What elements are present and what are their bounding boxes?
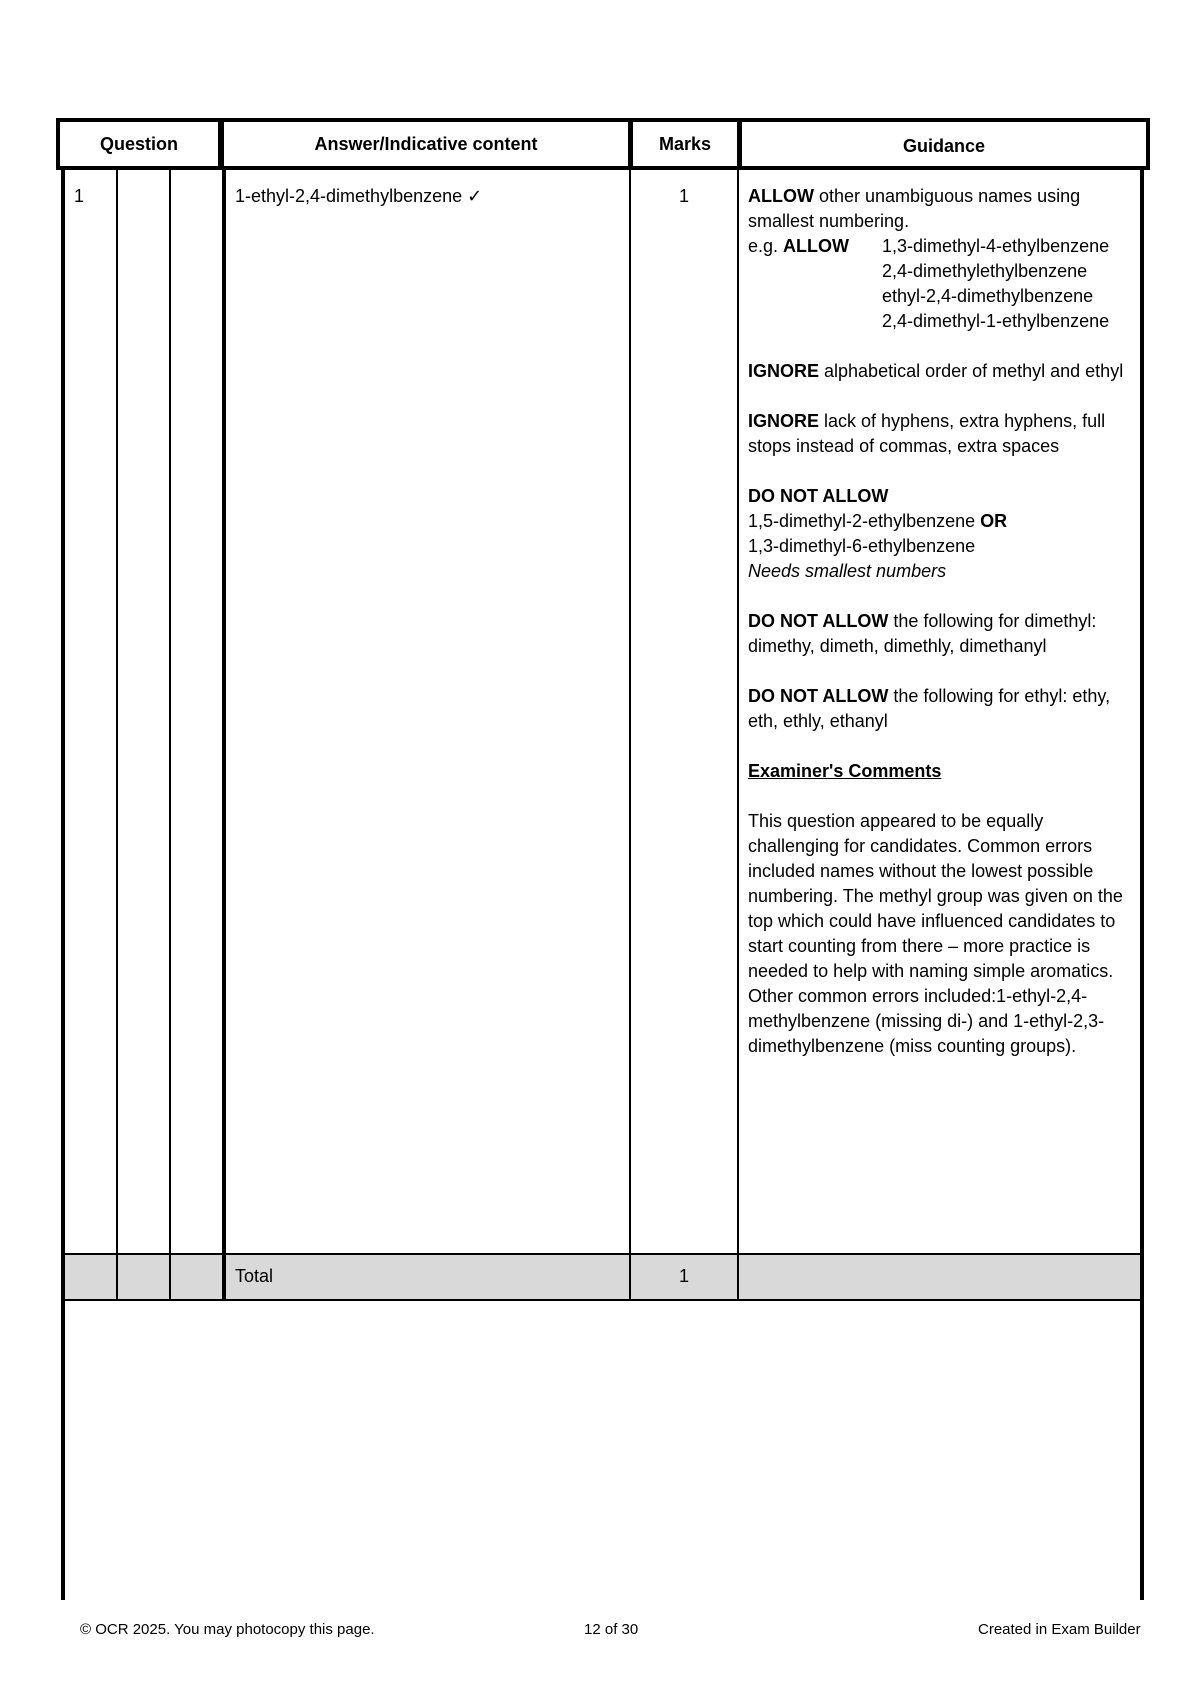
table-right-border [1140, 170, 1144, 1600]
footer-copyright: © OCR 2025. You may photocopy this page. [80, 1621, 375, 1638]
marks-value: 1 [678, 186, 689, 206]
header-marks: Marks [629, 118, 741, 170]
header-question: Question [56, 118, 222, 170]
ignore-alphabetical: IGNORE alphabetical order of methyl and ethyl [748, 361, 1124, 381]
ignore-hyphens: IGNORE lack of hyphens, extra hyphens, full stops instead of commas, extra spaces [748, 411, 1106, 456]
tick-icon: ✓ [467, 186, 483, 206]
question-subcol-divider-2 [169, 170, 171, 1300]
do-not-allow-dimethyl: DO NOT ALLOW the following for dimethyl: dimethy, dimeth, dimethly, dimethanyl [748, 611, 1097, 656]
total-row-top-border [61, 1253, 1144, 1255]
guidance-cell [748, 184, 1133, 1059]
answer-col-left-border [222, 170, 226, 1300]
examiner-comments-text: This question appeared to be equally challenging for candidates. Common errors included names without the lowest possible numbering. The methyl group was given on the top which could have influenced candidates to start counting from there – more practice is needed to help with naming simple aromatics. Other common errors included:1-ethyl-2,4-methylbenzene (missing di-) and 1-ethyl-2,3-dimethylbenzene (miss counting groups). [748, 811, 1123, 1056]
header-answer: Answer/Indicative content [220, 118, 632, 170]
footer-created: Created in Exam Builder [978, 1621, 1141, 1638]
total-label: Total [235, 1266, 274, 1286]
do-not-allow-numbering: DO NOT ALLOW 1,5-dimethyl-2-ethylbenzene OR 1,3-dimethyl-6-ethylbenzene Needs smallest numbers [748, 486, 1008, 581]
allowed-name: ethyl-2,4-dimethylbenzene [882, 286, 1094, 306]
marks-col-left-border [629, 170, 631, 1300]
do-not-allow-ethyl: DO NOT ALLOW the following for ethyl: ethy, eth, ethly, ethanyl [748, 686, 1111, 731]
guidance-col-left-border [737, 170, 739, 1300]
allowed-name: 2,4-dimethyl-1-ethylbenzene [882, 311, 1110, 331]
footer-page-number: 12 of 30 [584, 1621, 639, 1638]
total-marks: 1 [678, 1266, 689, 1286]
allowed-name: 1,3-dimethyl-4-ethylbenzene [882, 236, 1110, 256]
allow-intro: ALLOW other unambiguous names using smallest numbering. e.g. ALLOW 1,3-dimethyl-4-ethylbenzene 2,4-dimethylethylbenzene ethyl-2,4-dimethylbenzene 2,4-dimethyl-1-ethylbenzene [748, 184, 1133, 334]
allowed-names-list [882, 234, 1133, 334]
examiner-comments-heading: Examiner's Comments [748, 761, 942, 781]
question-subcol-divider-1 [116, 170, 118, 1300]
allowed-name: 2,4-dimethylethylbenzene [882, 261, 1088, 281]
header-guidance: Guidance [738, 118, 1150, 170]
answer-text: 1-ethyl-2,4-dimethylbenzene [235, 186, 463, 206]
total-row-bottom-border [61, 1299, 1144, 1301]
question-number: 1 [74, 186, 85, 206]
table-left-border [61, 170, 65, 1600]
answer-cell [235, 184, 620, 209]
